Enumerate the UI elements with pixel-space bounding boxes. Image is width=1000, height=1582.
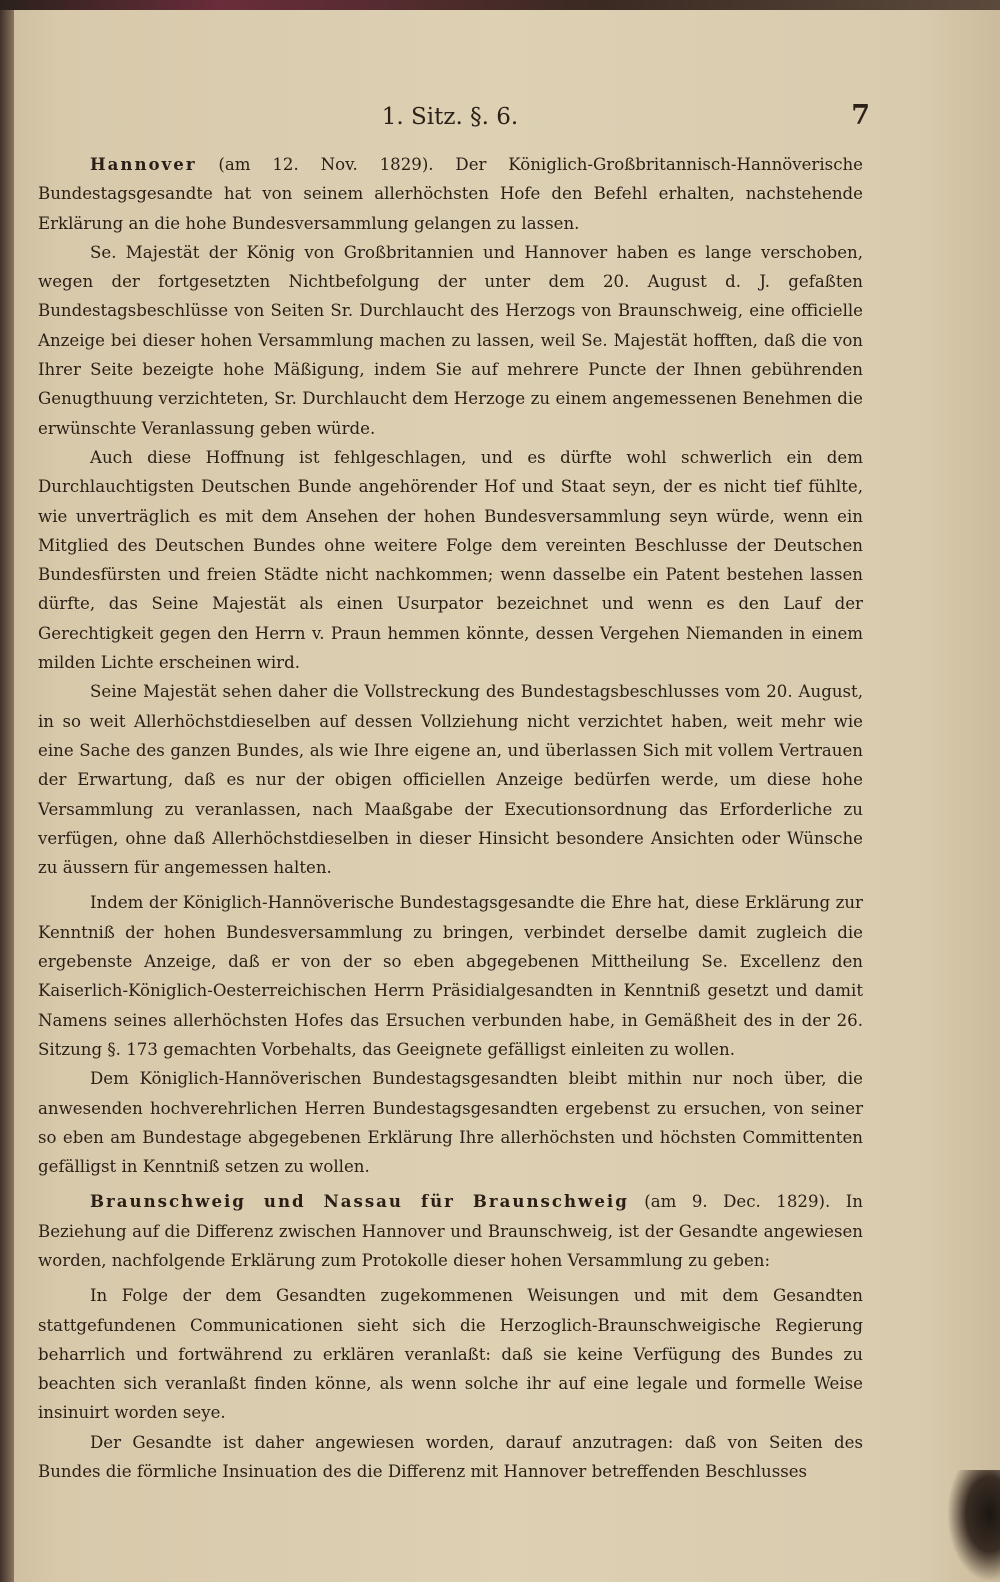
paragraph-text: Indem der Königlich-Hannöverische Bundestagsgesandte die Ehre hat, diese Erklärung zur Kenntniß der hohen Bundesversammlung zu bringen, verbindet derselbe damit zugleich die ergebenste Anzeige, daß er von der so eben abgegebenen Mittheilung Se. Excellenz den Kaiserlich-Königlich-Oesterreichischen Herrn Präsidialgesandten in Kenntniß gesetzt und damit Namens seines allerhöchsten Hofes das Ersuchen verbunden habe, in Gemäßheit des in der 26. Sitzung §. 173 gemachten Vorbehalts, das Geeignete gefälligst einleiten zu wollen.: [38, 893, 863, 1059]
paragraph-4: [38, 677, 863, 882]
running-head: 1. Sitz. §. 6.: [381, 104, 519, 130]
paragraph-3: [38, 443, 863, 677]
paragraph-text: Dem Königlich-Hannöverischen Bundestagsgesandten bleibt mithin nur noch über, die anwesenden hochverehrlichen Herren Bundestagsgesandten ergebenst zu ersuchen, von seiner so eben am Bundestage abgegebenen Erklärung Ihre allerhöchsten und höchsten Committenten gefälligst in Kenntniß setzen zu wollen.: [38, 1069, 863, 1177]
paragraph-2: [38, 238, 863, 443]
thumb-shadow: [948, 1470, 1000, 1580]
paragraph-lead: Hannover: [90, 154, 197, 174]
body-text: [38, 150, 863, 1486]
paragraph-text: Auch diese Hoffnung ist fehlgeschlagen, und es dürfte wohl schwerlich ein dem Durchlauchtigsten Deutschen Bunde angehörender Hof und Staat seyn, der es nicht tief fühlte, wie unverträglich es mit dem Ansehen der hohen Bundesversammlung seyn würde, wenn ein Mitglied des Deutschen Bundes ohne weitere Folge dem vereinten Beschlusse der Deutschen Bundesfürsten und freien Städte nicht nachkommen; wenn dasselbe ein Patent bestehen lassen dürfte, das Seine Majestät als einen Usurpator bezeichnet und wenn es den Lauf der Gerechtigkeit gegen den Herrn v. Praun hemmen könnte, dessen Vergehen Niemanden in einem milden Lichte erscheinen wird.: [38, 447, 863, 673]
paragraph-9: [38, 1428, 863, 1487]
paragraph-7: [38, 1187, 863, 1275]
page-top-edge: [0, 0, 1000, 10]
paragraph-1: [38, 150, 863, 238]
paragraph-6: [38, 1064, 863, 1181]
paragraph-text: Seine Majestät sehen daher die Vollstreckung des Bundestagsbeschlusses vom 20. August, in so weit Allerhöchstdieselben auf dessen Vollziehung nicht verzichtet haben, weit mehr wie eine Sache des ganzen Bundes, als wie Ihre eigene an, und überlassen Sich mit vollem Vertrauen der Erwartung, daß es nur der obigen officiellen Anzeige bedürfen werde, um diese hohe Versammlung zu veranlassen, nach Maaßgabe der Executionsordnung das Erforderliche zu verfügen, ohne daß Allerhöchstdieselben in dieser Hinsicht besondere Ansichten oder Wünsche zu äussern für angemessen halten.: [38, 682, 863, 878]
paragraph-text: In Folge der dem Gesandten zugekommenen Weisungen und mit dem Gesandten stattgefundenen Communicationen sieht sich die Herzoglich-Braunschweigische Regierung beharrlich und fortwährend zu erklären veranlaßt: daß sie keine Verfügung des Bundes zu beachten sich veranlaßt finden könne, als wenn solche ihr auf eine legale und formelle Weise insinuirt worden seye.: [38, 1286, 863, 1423]
paragraph-text: Se. Majestät der König von Großbritannien und Hannover haben es lange verschoben, wegen der fortgesetzten Nichtbefolgung der unter dem 20. August d. J. gefaßten Bundestagsbeschlüsse von Seiten Sr. Durchlaucht des Herzogs von Braunschweig, eine officielle Anzeige bei dieser hohen Versammlung machen zu lassen, weil Se. Majestät hofften, daß die von Ihrer Seite bezeigte hohe Mäßigung, indem Sie auf mehrere Puncte der Ihnen gebührenden Genugthuung verzichteten, Sr. Durchlaucht dem Herzoge zu einem angemessenen Benehmen die erwünschte Veranlassung geben würde.: [38, 242, 863, 438]
book-spine-shadow: [0, 0, 14, 1582]
paragraph-8: [38, 1281, 863, 1427]
page-header: [0, 100, 1000, 144]
paragraph-text: Der Gesandte ist daher angewiesen worden, darauf anzutragen: daß von Seiten des Bundes die förmliche Insinuation des die Differenz mit Hannover betreffenden Beschlusses: [38, 1432, 863, 1482]
paragraph-text: (am 9. Dec. 1829). In Beziehung auf die Differenz zwischen Hannover und Braunschweig, ist der Gesandte angewiesen worden, nachfolgende Erklärung zum Protokolle dieser hohen Versammlung zu geben:: [38, 1192, 863, 1270]
paragraph-lead: Braunschweig und Nassau für Braunschweig: [90, 1191, 629, 1212]
page-number: 7: [851, 100, 870, 131]
paragraph-5: [38, 888, 863, 1064]
paragraph-text: (am 12. Nov. 1829). Der Königlich-Großbritannisch-Hannöverische Bundestagsgesandte hat von seinem allerhöchsten Hofe den Befehl erhalten, nachstehende Erklärung an die hohe Bundesversammlung gelangen zu lassen.: [38, 155, 863, 233]
